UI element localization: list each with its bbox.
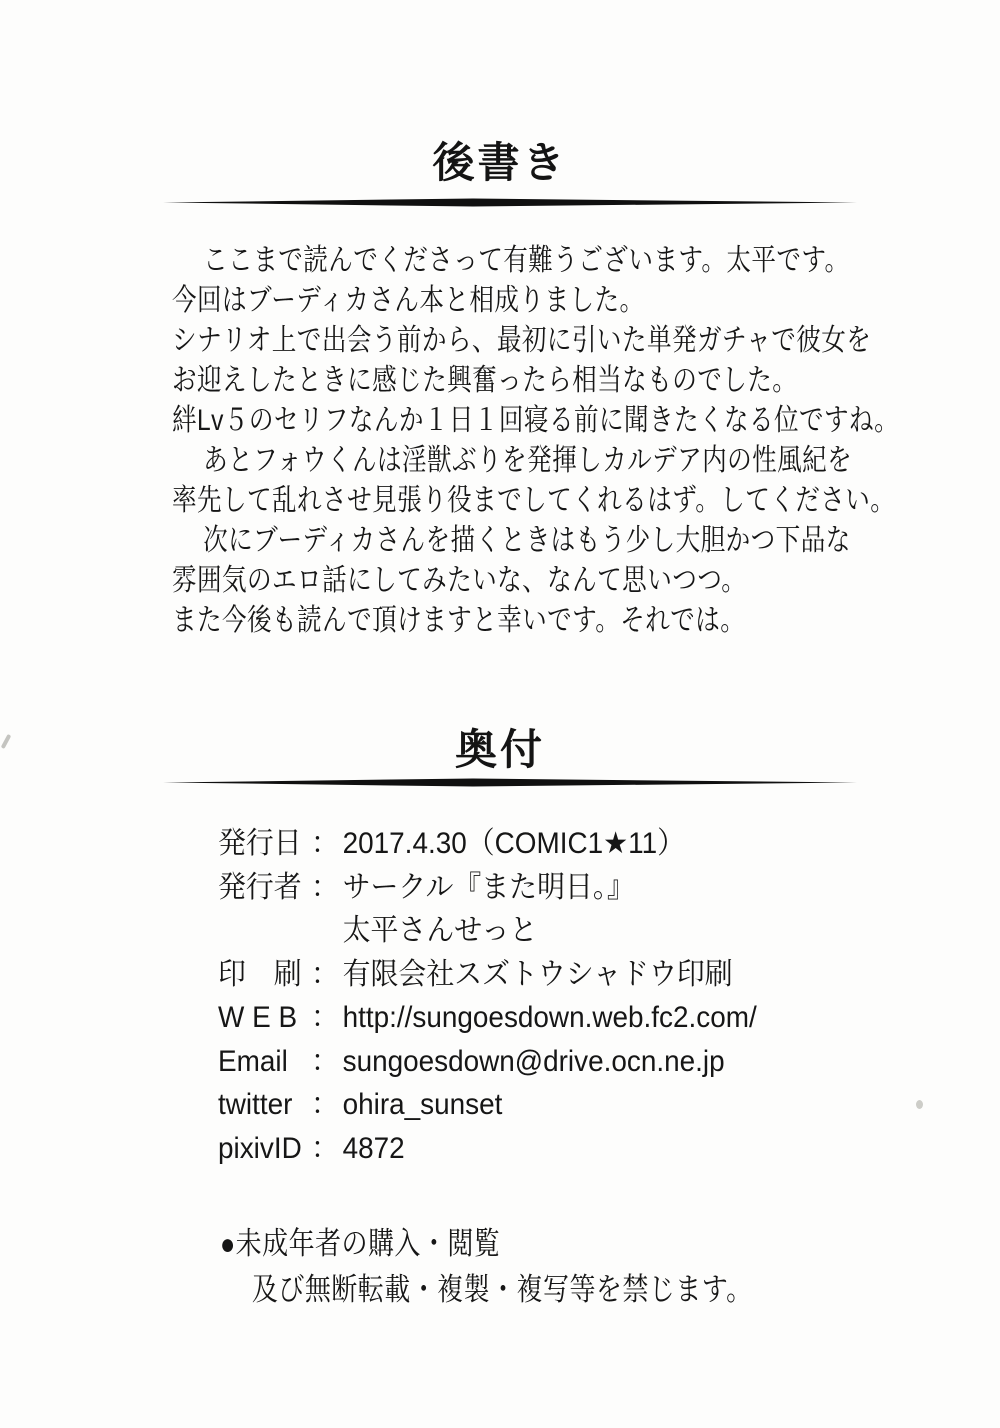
divider-line-bottom	[163, 778, 857, 787]
colophon-value: サークル『また明日。』	[342, 870, 635, 904]
colophon-value-url: http://sungoesdown.web.fc2.com/	[342, 1001, 757, 1034]
colophon-value: 有限会社スズトウシャドウ印刷	[342, 957, 733, 991]
colophon-value-email: sungoesdown@drive.ocn.ne.jp	[342, 1044, 725, 1078]
colophon-colon: ：	[311, 1088, 339, 1121]
afterword-line: 率先して乱れさせ見張り役までしてくれるはず。してください。	[172, 484, 896, 517]
colophon-row-publish-date	[218, 822, 925, 866]
colophon-row-publisher-cont	[218, 909, 925, 953]
afterword-line: ここまで読んでくださって有難うございます。太平です。	[203, 244, 850, 277]
colophon-row-pixiv	[218, 1127, 925, 1171]
colophon-value: 太平さんせっと	[342, 914, 538, 947]
afterword-title: 後書き	[432, 139, 568, 186]
colophon-value-pixiv: 4872	[342, 1131, 405, 1165]
colophon-row-twitter	[218, 1083, 925, 1127]
afterword-line: お迎えしたときに感じた興奮ったら相当なものでした。	[172, 364, 798, 397]
colophon-colon: ：	[311, 1001, 339, 1034]
afterword-line: 絆Lv５のセリフなんか１日１回寝る前に聞きたくなる位ですね。	[172, 404, 900, 437]
colophon-title: 奥付	[454, 726, 545, 773]
colophon-colon: ：	[311, 1044, 339, 1078]
colophon-value-twitter: ohira_sunset	[342, 1088, 503, 1121]
afterword-line: あとフォウくんは淫獣ぶりを発揮しカルデア内の性風紀を	[203, 444, 853, 477]
notice-line: 及び無断転載・複製・複写等を禁じます。	[251, 1272, 753, 1307]
colophon-label: twitter	[218, 1088, 293, 1121]
colophon-label: W E B	[218, 1001, 298, 1034]
afterword-line: シナリオ上で出会う前から、最初に引いた単発ガチャで彼女を	[172, 324, 872, 357]
colophon-table	[218, 822, 925, 1170]
colophon-colon: ：	[311, 827, 339, 860]
colophon-colon: ：	[311, 1131, 339, 1165]
afterword-line: 次にブーディカさんを描くときはもう少し大胆かつ下品な	[203, 524, 851, 557]
colophon-row-printer	[218, 953, 925, 997]
colophon-row-publisher	[218, 866, 925, 910]
bullet-icon: ●	[220, 1228, 236, 1261]
scan-artifact	[916, 1100, 923, 1109]
age-restriction-notice	[220, 1221, 875, 1312]
colophon-label: 発行日	[218, 827, 302, 860]
colophon-label: pixivID	[218, 1131, 302, 1165]
colophon-label: Email	[218, 1044, 288, 1078]
colophon-colon: ：	[311, 957, 339, 991]
notice-text: 未成年者の購入・閲覧	[235, 1226, 501, 1261]
divider-line-top	[163, 198, 857, 207]
colophon-row-email	[218, 1040, 925, 1084]
afterword-line: 今回はブーディカさん本と相成りました。	[172, 284, 645, 317]
colophon-label: 発行者	[218, 870, 302, 904]
afterword-body	[172, 241, 900, 641]
afterword-line: 雰囲気のエロ話にしてみたいな、なんて思いつつ。	[172, 564, 747, 597]
colophon-colon: ：	[311, 870, 339, 904]
afterword-line: また今後も読んで頂けますと幸いです。それでは。	[172, 604, 746, 637]
colophon-value: 2017.4.30（COMIC1★11）	[342, 827, 686, 860]
notice-line	[220, 1221, 875, 1267]
colophon-row-web	[218, 996, 925, 1040]
colophon-label: 印 刷	[218, 957, 302, 991]
